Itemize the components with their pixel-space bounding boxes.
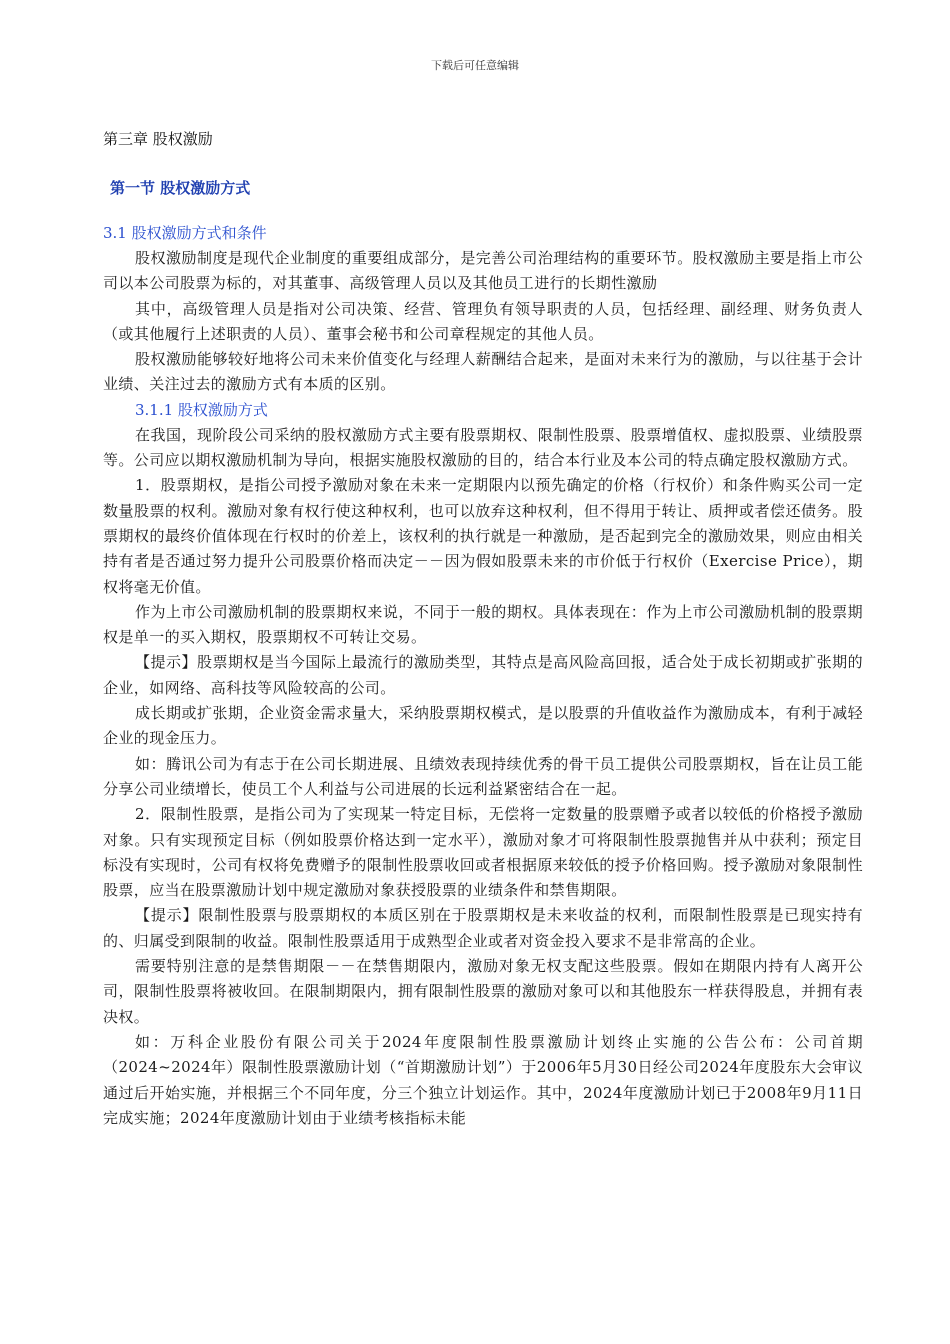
tip-paragraph: 【提示】限制性股票与股票期权的本质区别在于股票期权是未来收益的权利，而限制性股票是已现实持有的、归属受到限制的收益。限制性股票适用于成熟型企业或者对资金投入要求不是非常高的企业。 xyxy=(103,906,863,950)
body-paragraph: 股权激励能够较好地将公司未来价值变化与经理人薪酬结合起来，是面对未来行为的激励，与以往基于会计业绩、关注过去的激励方式有本质的区别。 xyxy=(103,350,863,394)
body-paragraph: 需要特别注意的是禁售期限－－在禁售期限内，激励对象无权支配这些股票。假如在期限内持有人离开公司，限制性股票将被收回。在限制期限内，拥有限制性股票的激励对象可以和其他股东一样获得股息，并拥有表决权。 xyxy=(103,957,863,1026)
section-title: 第一节 股权激励方式 xyxy=(110,179,251,197)
body-paragraph: 成长期或扩张期，企业资金需求量大，采纳股票期权模式，是以股票的升值收益作为激励成本，有利于减轻企业的现金压力。 xyxy=(103,704,863,748)
page-header-note: 下载后可任意编辑 xyxy=(431,59,519,72)
body-paragraph: 2．限制性股票，是指公司为了实现某一特定目标，无偿将一定数量的股票赠予或者以较低的价格授予激励对象。只有实现预定目标（例如股票价格达到一定水平），激励对象才可将限制性股票抛售并从中获利；预定目标没有实现时，公司有权将免费赠予的限制性股票收回或者根据原来较低的授予价格回购。授予激励对象限制性股票，应当在股票激励计划中规定激励对象获授股票的业绩条件和禁售期限。 xyxy=(103,805,863,900)
body-paragraph: 作为上市公司激励机制的股票期权来说，不同于一般的期权。具体表现在：作为上市公司激励机制的股票期权是单一的买入期权，股票期权不可转让交易。 xyxy=(103,602,863,647)
body-paragraph: 股权激励制度是现代企业制度的重要组成部分，是完善公司治理结构的重要环节。股权激励主要是指上市公司以本公司股票为标的，对其董事、高级管理人员以及其他员工进行的长期性激励 xyxy=(103,249,863,293)
example-paragraph: 如：万科企业股份有限公司关于2024年度限制性股票激励计划终止实施的公告公布：公司首期（2024~2024年）限制性股票激励计划（“首期激励计划”）于2006年5月30日经公司2024年度股东大会审议通过后开始实施，并根据三个不同年度，分三个独立计划运作。其中，2024年度激励计划已于2008年9月11日完成实施；2024年度激励计划由于业绩考核指标未能 xyxy=(103,1032,863,1127)
tip-paragraph: 【提示】股票期权是当今国际上最流行的激励类型，其特点是高风险高回报，适合处于成长初期或扩张期的企业，如网络、高科技等风险较高的公司。 xyxy=(103,653,863,697)
example-paragraph: 如：腾讯公司为有志于在公司长期进展、且绩效表现持续优秀的骨干员工提供公司股票期权，旨在让员工能分享公司业绩增长，使员工个人利益与公司进展的长远利益紧密结合在一起。 xyxy=(103,754,863,798)
subsection-heading-3-1: 3.1 股权激励方式和条件 xyxy=(103,224,267,242)
document-body xyxy=(103,221,863,1131)
subsection-heading-3-1-1: 3.1.1 股权激励方式 xyxy=(135,400,268,419)
body-paragraph: 其中，高级管理人员是指对公司决策、经营、管理负有领导职责的人员，包括经理、副经理、财务负责人（或其他履行上述职责的人员）、董事会秘书和公司章程规定的其他人员。 xyxy=(103,299,863,343)
body-paragraph: 在我国，现阶段公司采纳的股权激励方式主要有股票期权、限制性股票、股票增值权、虚拟股票、业绩股票等。公司应以期权激励机制为导向，根据实施股权激励的目的，结合本行业及本公司的特点确定股权激励方式。 xyxy=(103,425,863,470)
body-paragraph: 1．股票期权，是指公司授予激励对象在未来一定期限内以预先确定的价格（行权价）和条件购买公司一定数量股票的权利。激励对象有权行使这种权利，也可以放弃这种权利，但不得用于转让、质押或者偿还债务。股票期权的最终价值体现在行权时的价差上，该权利的执行就是一种激励，是否起到完全的激励效果，则应由相关持有者是否通过努力提升公司股票价格而决定－－因为假如股票未来的市价低于行权价（Exercise Price），期权将毫无价值。 xyxy=(103,476,863,596)
chapter-title: 第三章 股权激励 xyxy=(103,130,213,148)
